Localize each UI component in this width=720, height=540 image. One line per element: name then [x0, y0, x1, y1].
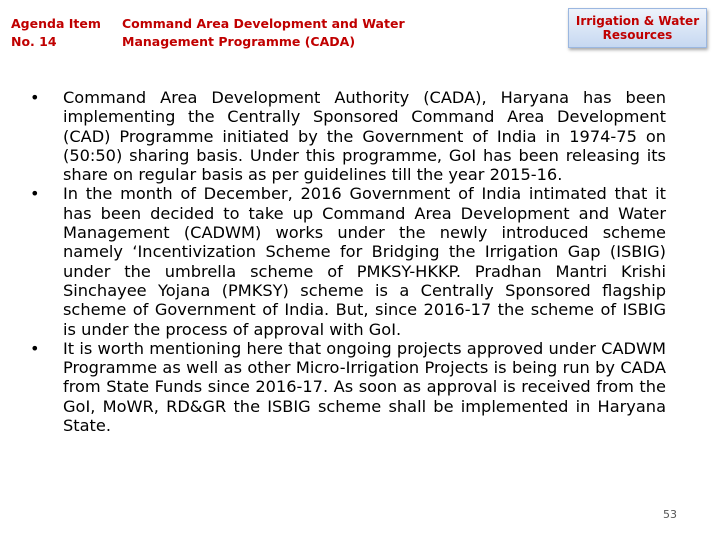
- agenda-title-line1: Command Area Development and Water: [122, 16, 405, 31]
- bullet-icon: •: [30, 338, 40, 358]
- agenda-title: [122, 15, 462, 51]
- agenda-item-label: [11, 15, 121, 51]
- bullet-text: It is worth mentioning here that ongoing projects approved under CADWM Programme as well as other Micro-Irrigation Projects is being run by CADA from State Funds since 2016-17. As soon as approval is received from the GoI, MoWR, RD&GR the ISBIG scheme shall be implemented in Haryana State.: [63, 338, 666, 436]
- department-badge-line2: Resources: [602, 28, 673, 42]
- bullet-list: [30, 88, 666, 435]
- page-number: 53: [663, 508, 677, 521]
- agenda-item-label-line1: Agenda Item: [11, 16, 101, 31]
- agenda-item-label-line2: No. 14: [11, 34, 57, 49]
- bullet-text: Command Area Development Authority (CADA), Haryana has been implementing the Centrally Sponsored Command Area Development (CAD) Programme initiated by the Government of India in 1974-75 on (50:50) sharing basis. Under this programme, GoI has been releasing its share on regular basis as per guidelines till the year 2015-16.: [63, 88, 666, 185]
- bullet-item: [30, 339, 666, 435]
- bullet-item: [30, 88, 666, 184]
- agenda-title-line2: Management Programme (CADA): [122, 34, 356, 49]
- bullet-text: In the month of December, 2016 Government of India intimated that it has been decided to take up Command Area Development and Water Management (CADWM) works under the newly introduced scheme namely ‘Incentivization Scheme for Bridging the Irrigation Gap (ISBIG) under the umbrella scheme of PMKSY-HKKP. Pradhan Mantri Krishi Sinchayee Yojana (PMKSY) scheme is a Centrally Sponsored flagship scheme of Government of India. But, since 2016-17 the scheme of ISBIG is under the process of approval with GoI.: [63, 184, 666, 339]
- department-badge: [568, 8, 707, 48]
- department-badge-line1: Irrigation & Water: [575, 14, 700, 28]
- bullet-item: [30, 184, 666, 338]
- bullet-icon: •: [30, 88, 40, 107]
- bullet-icon: •: [30, 184, 40, 204]
